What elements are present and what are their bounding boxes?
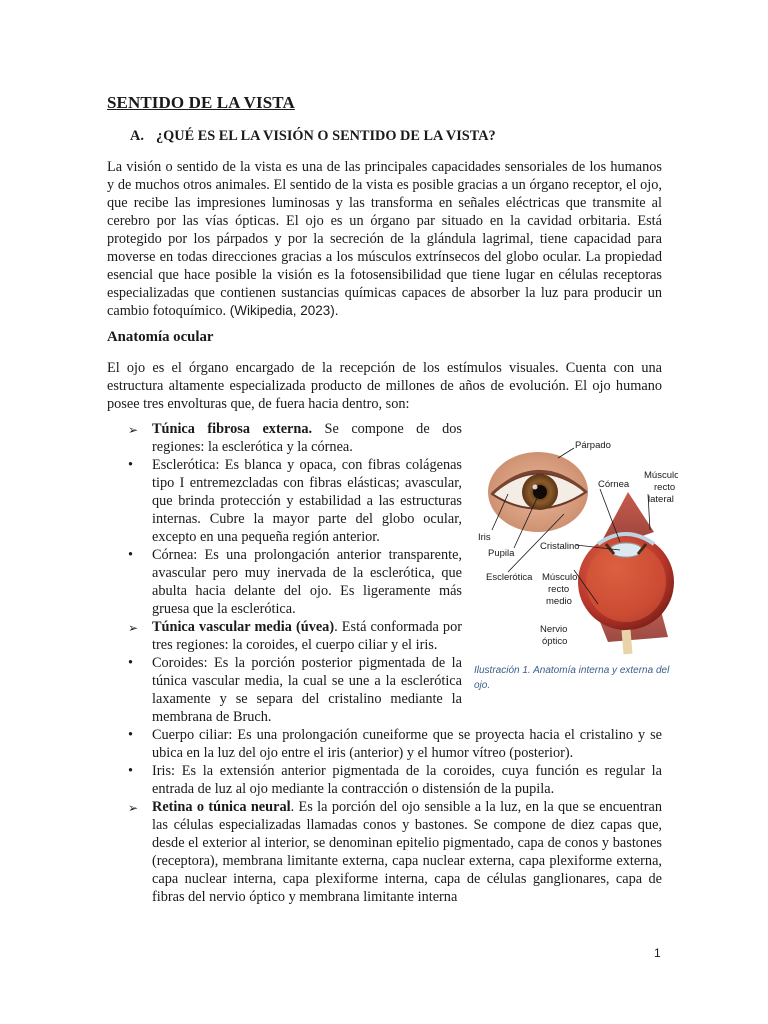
- anatomy-heading: Anatomía ocular: [107, 329, 214, 345]
- label-cristalino: Cristalino: [540, 541, 580, 552]
- label-nervio-optico-1: Nervio: [540, 624, 568, 635]
- bullet-icon: •: [128, 655, 134, 671]
- label-esclerotica: Esclerótica: [486, 572, 533, 583]
- bullet-icon: •: [128, 457, 134, 473]
- arrow-bullet-icon: ➢: [128, 801, 139, 815]
- anatomy-paragraph: El ojo es el órgano encargado de la recepción de los estímulos visuales. Cuenta con una estructura altamente especializada producto de millones de años de evolución. El ojo humano posee tres envolturas que, de fuera hacia dentro, son:: [107, 360, 662, 412]
- label-cornea: Córnea: [598, 479, 630, 490]
- item-text: Se compone de dos regiones: la esclerótica y la córnea.: [152, 421, 462, 455]
- label-musculo-recto-medio-1: Músculo: [542, 572, 578, 583]
- label-musculo-recto-medio-2: recto: [548, 584, 570, 595]
- section-a-heading: [130, 128, 496, 145]
- intro-citation: (Wikipedia, 2023).: [229, 303, 339, 318]
- item-bold-text: Túnica fibrosa externa.: [152, 421, 313, 437]
- intro-paragraph: [107, 158, 662, 320]
- item-text: . Es la porción del ojo sensible a la luz, en la que se encuentran las células especializadas llamadas conos y bastones. Se compone de diez capas que, desde el exterior al interior, se denominan epitelio pigmentado, capa de conos y bastones (receptora), membrana limitante externa, capa nuclear externa, capa plexiforme externa, capa nuclear interna, capa plexiforme interna, capa de células ganglionares, capa de fibras del nervio óptico y membrana limitante interna: [152, 799, 663, 905]
- list-item-iris: [128, 762, 662, 798]
- label-nervio-optico-2: óptico: [542, 636, 568, 647]
- item-text: Esclerótica: Es blanca y opaca, con fibras colágenas tipo I entremezcladas con fibras elásticas; avascular, que brinda protección y estabilidad a las estructuras internas. Cubre la mayor parte del globo ocular, excepto en una pequeña región anterior.: [152, 457, 462, 545]
- figure-caption: Ilustración 1. Anatomía interna y externa del ojo.: [474, 665, 670, 691]
- label-pupila: Pupila: [488, 548, 515, 559]
- section-heading-text: ¿QUÉ ES EL LA VISIÓN O SENTIDO DE LA VISTA?: [156, 128, 496, 144]
- intro-paragraph-text: La visión o sentido de la vista es una de las principales capacidades sensoriales de los humanos y de muchos otros animales. El sentido de la vista es posible gracias a un órgano receptor, el ojo, que recibe las impresiones luminosas y las transforma en señales eléctricas que transmite al cerebro por las vías ópticas. El ojo es un órgano par situado en la cavidad orbitaria. Está protegido por los párpados y por la secreción de la glándula lagrimal, tiene capacidad para moverse en todas direcciones gracias a los músculos extrínsecos del globo ocular. La propiedad esencial que hace posible la visión es la fotosensibilidad que tiene lugar en células receptoras especializadas que contienen sustancias químicas capaces de absorber la luz para producir un cambio fotoquímico.: [107, 159, 662, 319]
- section-letter: A.: [130, 128, 144, 144]
- item-text: Iris: Es la extensión anterior pigmentada de la coroides, cuya función es regular la entrada de luz al ojo mediante la contracción o distensión de la pupila.: [152, 763, 662, 797]
- document-title: SENTIDO DE LA VISTA: [107, 93, 295, 112]
- arrow-bullet-icon: ➢: [128, 621, 139, 635]
- label-iris: Iris: [478, 532, 491, 543]
- bullet-icon: •: [128, 727, 134, 743]
- item-bold-text: Retina o túnica neural: [152, 799, 291, 815]
- label-parpado: Párpado: [575, 440, 611, 451]
- internal-eye-section-drawing: [578, 492, 674, 654]
- item-text: . Está conformada por tres regiones: la coroides, el cuerpo ciliar y el iris.: [152, 619, 462, 653]
- item-text: Cuerpo ciliar: Es una prolongación cuneiforme que se proyecta hacia el cristalino y se ubica en la luz del ojo entre el iris (anterior) y el humor vítreo (posterior).: [152, 727, 662, 761]
- eye-illustration: [478, 432, 678, 657]
- item-text: Coroides: Es la porción posterior pigmentada de la túnica vascular media, la cual se une a la esclerótica laxamente y se separa del cristalino mediante la membrana de Bruch.: [152, 655, 462, 725]
- arrow-bullet-icon: ➢: [128, 423, 139, 437]
- item-text: Córnea: Es una prolongación anterior transparente, avascular pero muy inervada de la esclerótica, que abulta hacia delante del ojo. Es ligeramente más gruesa que la esclerótica.: [152, 547, 462, 617]
- external-eye-drawing: [488, 452, 588, 532]
- bullet-icon: •: [128, 763, 134, 779]
- item-bold-text: Túnica vascular media (úvea): [152, 619, 335, 635]
- eye-anatomy-figure: [478, 432, 678, 657]
- page-number: 1: [654, 946, 661, 960]
- list-item-retina: [128, 798, 662, 906]
- label-musculo-recto-lateral-1: Músculo: [644, 470, 678, 481]
- label-musculo-recto-medio-3: medio: [546, 596, 572, 607]
- list-item-cuerpo-ciliar: [128, 726, 662, 762]
- label-musculo-recto-lateral-2: recto: [654, 482, 676, 493]
- label-musculo-recto-lateral-3: lateral: [648, 494, 674, 505]
- bullet-icon: •: [128, 547, 134, 563]
